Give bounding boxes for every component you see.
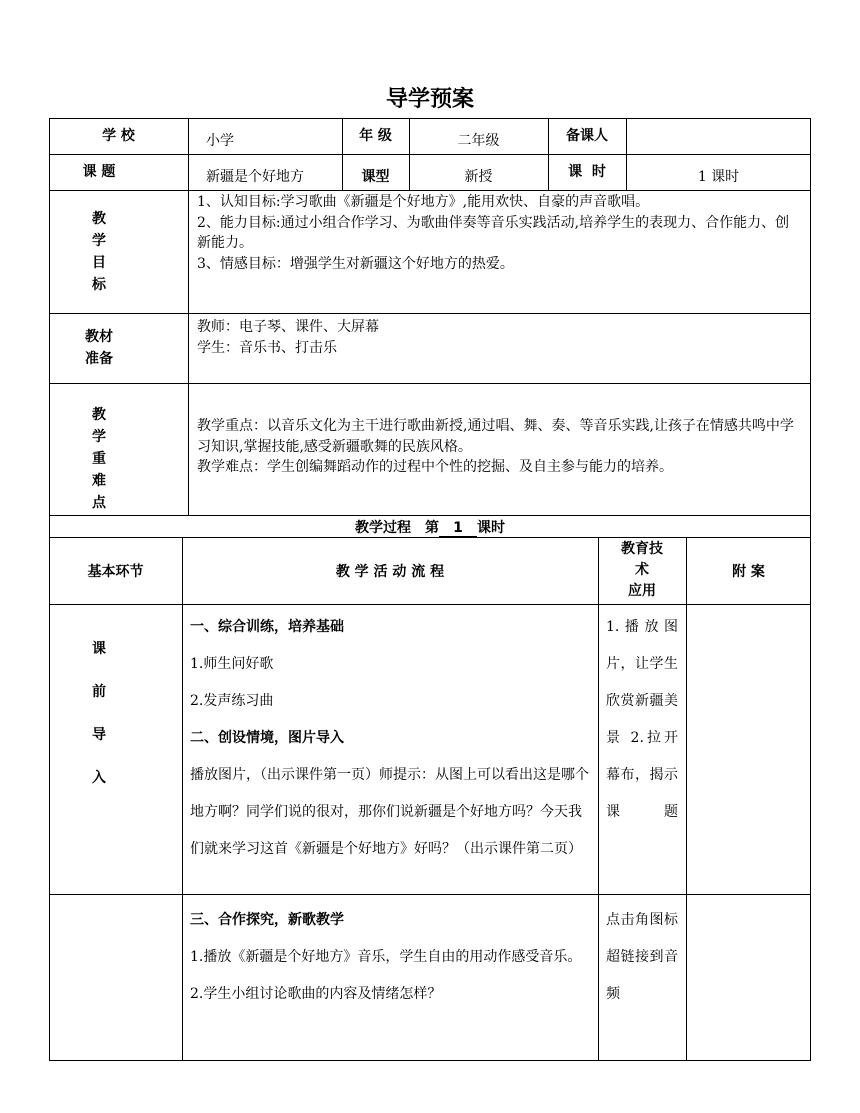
- process-hour-number: 1: [439, 520, 477, 537]
- process-line: 2.学生小组讨论歌曲的内容及情绪怎样？: [190, 986, 442, 1002]
- label-char: 学: [92, 233, 106, 249]
- process-line: 2.发声练习曲: [190, 693, 274, 709]
- column-tech-line-2: 术: [635, 562, 649, 578]
- objective-line: 2、能力目标:通过小组合作学习、为歌曲伴奏等音乐实践活动,培养学生的表现力、合作能力、创新能力。: [197, 214, 790, 251]
- section-heading: 一、综合训练，培养基础: [190, 619, 344, 635]
- objective-line: 3、情感目标：增强学生对新疆这个好地方的热爱。: [197, 255, 514, 272]
- label-char: 教: [92, 211, 106, 227]
- page-title: 导学预案: [385, 87, 474, 112]
- tech-application-1: 1.播放图片，让学生欣赏新疆美景 2.拉开幕布，揭示课题: [606, 619, 678, 820]
- stage-char: 前: [92, 684, 106, 700]
- label-char: 标: [92, 277, 106, 293]
- preparer-label: 备课人: [566, 128, 608, 144]
- objectives-text: [197, 192, 803, 274]
- label-char: 重: [92, 451, 106, 467]
- key-point-line: 教学难点：学生创编舞蹈动作的过程中个性的挖掘、及自主参与能力的培养。: [197, 459, 673, 475]
- hours-value: 1 课时: [697, 169, 740, 185]
- column-flow: 教 学 活 动 流 程: [335, 564, 445, 580]
- column-tech: [598, 539, 686, 602]
- school-label: 学 校: [102, 128, 135, 144]
- hours-label: 课 时: [568, 164, 606, 180]
- process-header-suffix: 课时: [477, 520, 505, 536]
- label-char: 学: [92, 429, 106, 445]
- grade-value: 二年级: [457, 133, 500, 149]
- key-points-label: [49, 404, 149, 514]
- process-header-prefix: 教学过程 第: [355, 520, 439, 536]
- material-line: 学生：音乐书、打击乐: [197, 339, 337, 356]
- stage-char: 导: [92, 727, 106, 743]
- tech-application-2: 点击角图标超链接到音频: [606, 912, 678, 1002]
- type-value: 新授: [464, 169, 493, 185]
- topic-label: 课 题: [82, 164, 116, 180]
- process-line: 1.师生问好歌: [190, 656, 274, 672]
- process-flow-1: [190, 609, 590, 868]
- objectives-label: [49, 208, 149, 296]
- section-heading: 三、合作探究，新歌教学: [190, 912, 344, 928]
- grade-label: 年 级: [359, 128, 392, 144]
- topic-value: 新疆是个好地方: [206, 169, 304, 185]
- process-flow-2: [190, 902, 590, 1013]
- label-char: 教: [92, 407, 106, 423]
- type-label: 课型: [361, 169, 390, 185]
- label-char: 目: [92, 255, 106, 271]
- key-points-text: [197, 416, 803, 478]
- label-char: 点: [92, 495, 106, 511]
- label-char: 难: [92, 473, 106, 489]
- objective-line: 1、认知目标:学习歌曲《新疆是个好地方》,能用欢快、自豪的声音歌唱。: [197, 194, 650, 210]
- key-point-line: 教学重点：以音乐文化为主干进行歌曲新授,通过唱、舞、奏、等音乐实践,让孩子在情感共鸣中学习知识,掌握技能,感受新疆歌舞的民族风格。: [197, 418, 794, 455]
- label-char: 准备: [85, 351, 113, 367]
- label-char: 教材: [85, 329, 113, 345]
- process-line: 播放图片，（出示课件第一页）师提示：从图上可以看出这是哪个地方啊？同学们说的很对，那你们说新疆是个好地方吗？今天我们就来学习这首《新疆是个好地方》好吗？（出示课件第二页）: [190, 767, 589, 857]
- materials-label: [49, 326, 149, 370]
- stage-char: 入: [92, 770, 106, 786]
- material-line: 教师：电子琴、课件、大屏幕: [197, 319, 379, 335]
- column-tech-line-3: 应用: [628, 583, 656, 599]
- process-line: 1.播放《新疆是个好地方》音乐，学生自由的用动作感受音乐。: [190, 949, 582, 965]
- section-heading: 二、创设情境，图片导入: [190, 730, 344, 746]
- lesson-plan-table: [49, 118, 811, 1060]
- materials-text: [197, 317, 803, 358]
- stage-pre-class-intro: [49, 628, 149, 800]
- column-notes: 附 案: [732, 564, 765, 580]
- process-header: [49, 518, 811, 538]
- stage-char: 课: [92, 641, 106, 657]
- column-stage: 基本环节: [87, 564, 144, 580]
- column-tech-line-1: 教育技: [621, 541, 663, 557]
- school-value: 小学: [206, 133, 234, 149]
